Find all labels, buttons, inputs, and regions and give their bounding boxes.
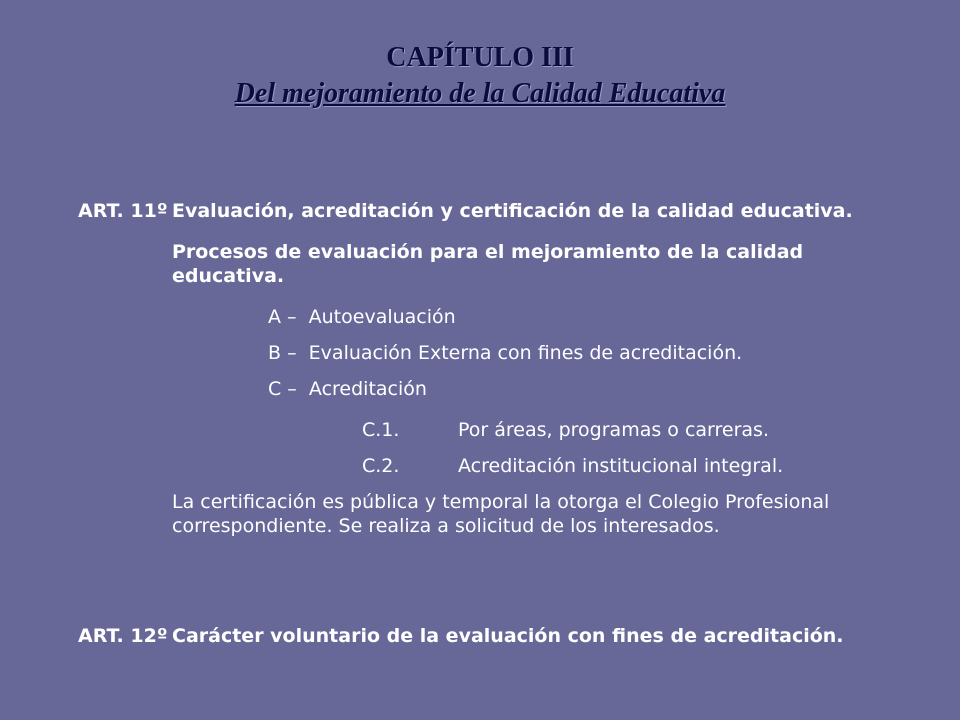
item-a-letter [268,305,456,329]
subitem-c1-code: C.1. [362,419,400,441]
item-text: Evaluación Externa con fines de acreditación. [308,342,743,364]
item-text: Autoevaluación [308,306,456,328]
item-c [268,377,427,401]
certification-paragraph: La certificación es pública y temporal la otorga el Colegio Profesional correspondiente. Se realiza a solicitud de los interesados. [172,491,830,537]
item-letter: C – [268,378,297,400]
subitem-c2-code: C.2. [362,455,400,477]
art11-processes-heading: Procesos de evaluación para el mejoramiento de la calidad educativa. [172,241,804,287]
subitem-c2-text: Acreditación institucional integral. [458,455,784,477]
item-text: Acreditación [308,378,427,400]
subitem-c1-text: Por áreas, programas o carreras. [458,419,769,441]
chapter-title-block [0,40,960,112]
item-b [268,341,742,365]
item-letter: B – [268,342,297,364]
chapter-subtitle: Del mejoramiento de la Calidad Educativa [234,78,726,109]
item-letter: A – [268,306,297,328]
art11-label: ART. 11º [78,200,168,222]
art12-label: ART. 12º [78,625,168,647]
art11-heading: Evaluación, acreditación y certificación de la calidad educativa. [172,200,853,222]
art12-heading: Carácter voluntario de la evaluación con fines de acreditación. [172,625,844,647]
chapter-title: CAPÍTULO III [386,42,574,73]
